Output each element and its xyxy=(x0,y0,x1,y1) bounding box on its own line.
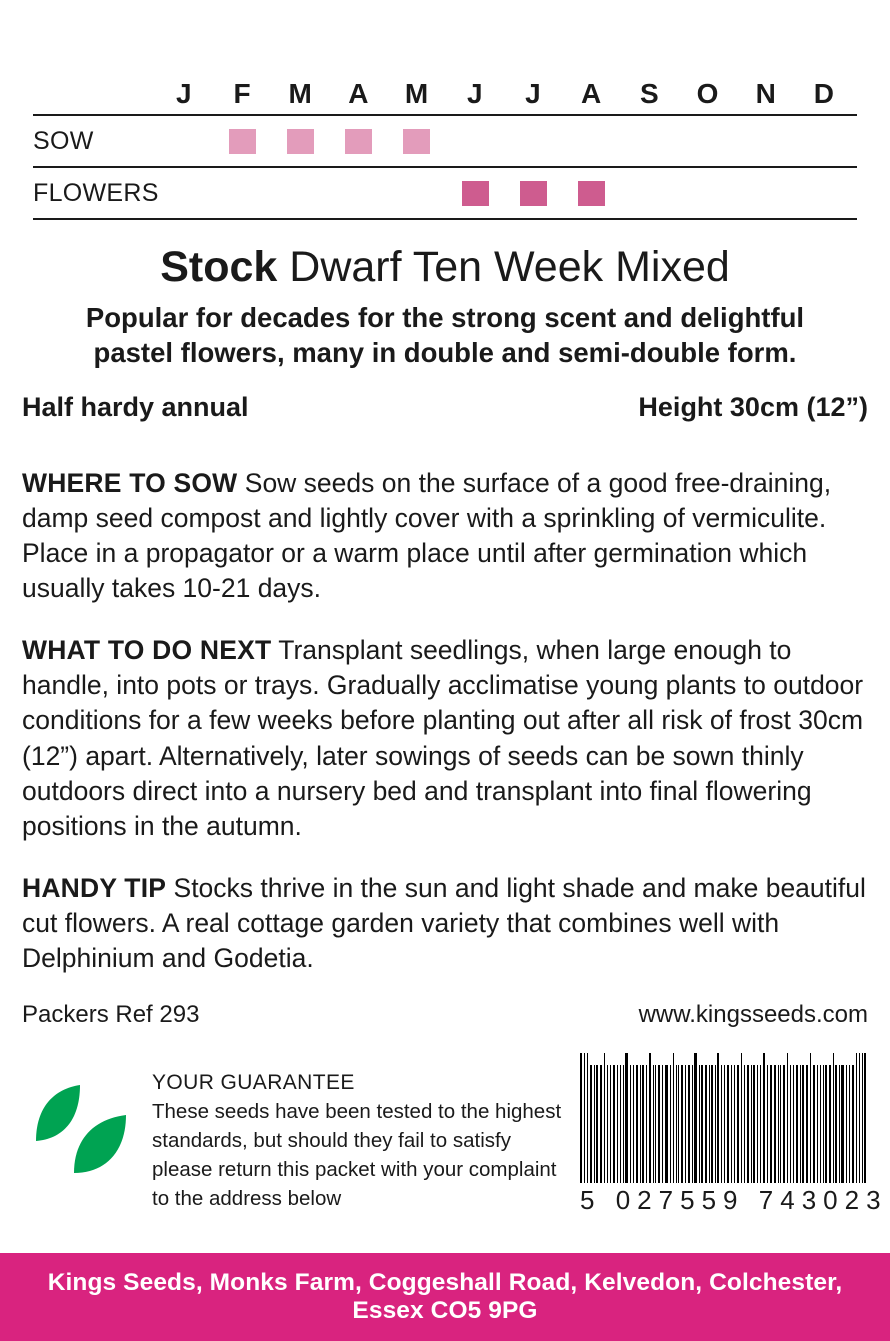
sowing-calendar xyxy=(0,0,890,220)
barcode-bar xyxy=(787,1053,788,1183)
barcode-digit: 0 xyxy=(615,1184,632,1215)
barcode-bar xyxy=(763,1053,765,1183)
calendar-cell xyxy=(795,168,853,218)
barcode-bar xyxy=(839,1065,840,1183)
calendar-month-N: N xyxy=(755,78,777,109)
barcode-bar xyxy=(590,1065,592,1183)
barcode-bar xyxy=(642,1065,643,1183)
calendar-cell xyxy=(737,168,795,218)
barcode-bar xyxy=(594,1065,595,1183)
barcode-bar xyxy=(604,1053,605,1183)
barcode-bar xyxy=(685,1065,686,1183)
barcode-digit: 5 xyxy=(680,1184,696,1215)
barcode-bar xyxy=(584,1053,585,1183)
barcode-bar xyxy=(699,1065,700,1183)
calendar-cell xyxy=(562,116,620,166)
instruction-heading: WHAT TO DO NEXT xyxy=(22,634,272,665)
barcode-bar xyxy=(835,1065,836,1183)
barcode-digit: 2 xyxy=(844,1184,861,1215)
barcode-bar xyxy=(774,1065,775,1183)
barcode-digit: 3 xyxy=(801,1184,818,1215)
calendar-month-O: O xyxy=(696,78,719,109)
calendar-chip xyxy=(403,129,430,154)
barcode-bar xyxy=(717,1053,719,1183)
barcode-bar xyxy=(778,1065,779,1183)
barcode-digit: 9 xyxy=(723,1184,739,1215)
calendar-chip xyxy=(287,129,314,154)
barcode-bar xyxy=(757,1065,758,1183)
barcode-bar xyxy=(640,1065,641,1183)
barcode-bar xyxy=(751,1065,752,1183)
barcode-bar xyxy=(820,1065,821,1183)
barcode-bar xyxy=(701,1065,702,1183)
barcode-bar xyxy=(849,1065,850,1183)
calendar-cell xyxy=(621,116,679,166)
bottom-section xyxy=(0,1029,890,1253)
calendar-chip xyxy=(578,181,605,206)
barcode-bar xyxy=(800,1065,801,1183)
instruction-text: Sow seeds on the surface of a good free-draining, damp seed compost and lightly cover with a sprinkling of vermiculite. Place in a propagator or a warm place until after germination which usually takes 10-21 days. xyxy=(22,467,832,604)
barcode-bar xyxy=(810,1053,811,1183)
barcode-bar xyxy=(802,1065,803,1183)
barcode-bar xyxy=(793,1065,794,1183)
calendar-cell xyxy=(446,168,504,218)
barcode-bar xyxy=(692,1065,693,1183)
barcode-digit: 5 xyxy=(701,1184,718,1215)
calendar-month-J: J xyxy=(525,78,542,109)
calendar-cell xyxy=(621,168,679,218)
barcode-bar xyxy=(665,1065,668,1183)
barcode-bar xyxy=(662,1065,663,1183)
barcode-digit: 7 xyxy=(758,1184,775,1215)
barcode-bar xyxy=(610,1065,611,1183)
calendar-cell xyxy=(679,168,737,218)
barcode-bar xyxy=(737,1065,740,1183)
barcode-digit: 2 xyxy=(637,1184,653,1215)
barcode-bar xyxy=(630,1065,631,1183)
calendar-month-A: A xyxy=(348,78,370,109)
calendar-row-flowers xyxy=(33,166,857,220)
barcode-bar xyxy=(617,1065,618,1183)
calendar-cell xyxy=(795,116,853,166)
calendar-chip xyxy=(520,181,547,206)
barcode-bar xyxy=(620,1065,621,1183)
barcode-bar xyxy=(760,1065,761,1183)
barcode-block xyxy=(568,1047,882,1216)
calendar-cell xyxy=(330,168,388,218)
barcode-bar xyxy=(753,1065,755,1183)
barcode-digit: 7 xyxy=(658,1184,675,1215)
title-block xyxy=(0,244,890,370)
barcode-bar xyxy=(734,1065,735,1183)
barcode-bar xyxy=(636,1065,638,1183)
packers-ref: Packers Ref 293 xyxy=(22,1000,200,1028)
calendar-month-S: S xyxy=(640,78,660,109)
barcode-bar xyxy=(694,1053,697,1183)
calendar-cell xyxy=(388,168,446,218)
barcode-bar xyxy=(767,1065,768,1183)
barcode-digits xyxy=(580,1184,882,1216)
barcode-digit: 4 xyxy=(780,1184,796,1215)
barcode-bar xyxy=(580,1053,582,1183)
barcode-bar xyxy=(673,1053,674,1183)
barcode-bar xyxy=(813,1065,815,1183)
guarantee-text: These seeds have been tested to the highest standards, but should they fail to satisfy please return this packet with your complaint to the address below xyxy=(152,1099,562,1210)
calendar-month-header xyxy=(155,78,857,110)
footer-address: Kings Seeds, Monks Farm, Coggeshall Road, Kelvedon, Colchester, Essex CO5 9PG xyxy=(0,1253,890,1341)
calendar-month-J: J xyxy=(466,78,484,109)
barcode-bar xyxy=(833,1053,834,1183)
calendar-cell xyxy=(737,116,795,166)
leaf-logo xyxy=(22,1047,142,1186)
barcode-bar xyxy=(856,1053,857,1183)
barcode-bar xyxy=(711,1065,712,1183)
barcode-bar xyxy=(724,1065,725,1183)
barcode-digit: 3 xyxy=(866,1184,882,1215)
barcode-digit xyxy=(745,1185,753,1216)
calendar-cell xyxy=(504,116,562,166)
calendar-row-sow xyxy=(33,114,857,166)
barcode-bar xyxy=(600,1065,603,1183)
attribute-height: Height 30cm (12”) xyxy=(638,392,868,423)
calendar-chip xyxy=(229,129,256,154)
calendar-cell xyxy=(388,116,446,166)
attribute-hardiness: Half hardy annual xyxy=(22,392,249,423)
barcode-digit xyxy=(601,1185,609,1216)
barcode-bar xyxy=(852,1065,854,1183)
barcode-bar xyxy=(862,1053,863,1183)
plant-name: Stock xyxy=(160,243,278,291)
barcode-bar xyxy=(587,1053,588,1183)
barcode-bar xyxy=(864,1053,866,1183)
calendar-track-sow xyxy=(155,116,857,166)
calendar-month-F: F xyxy=(233,78,252,109)
calendar-cell xyxy=(330,116,388,166)
growing-instructions xyxy=(0,439,890,991)
plant-variety: Dwarf Ten Week Mixed xyxy=(289,243,730,291)
barcode-bar xyxy=(607,1065,608,1183)
barcode-bar xyxy=(705,1065,707,1183)
barcode-bar xyxy=(859,1053,860,1183)
calendar-row-label-sow: SOW xyxy=(33,126,94,155)
barcode-bar xyxy=(623,1065,624,1183)
calendar-month-A: A xyxy=(581,78,602,109)
calendar-row-label-flowers: FLOWERS xyxy=(33,178,159,207)
barcode-bar xyxy=(747,1065,748,1183)
barcode-bar xyxy=(825,1065,826,1183)
barcode-bar xyxy=(731,1065,732,1183)
instruction-text: Transplant seedlings, when large enough to handle, into pots or trays. Gradually acclimatise young plants to outdoor conditions for a few weeks before planting out after all risk of frost 30cm (12”) apart. Alternatively, later sowings of seeds can be sown thinly outdoors direct into a nursery bed and transplant into final flowering positions in the autumn. xyxy=(22,634,864,842)
calendar-cell xyxy=(504,168,562,218)
barcode-bar xyxy=(846,1065,847,1183)
instruction-text: Stocks thrive in the sun and light shade and make beautiful cut flowers. A real cottage garden variety that combines well with Delphinium and Godetia. xyxy=(22,872,866,974)
guarantee-block xyxy=(142,1047,568,1213)
barcode-bar xyxy=(790,1065,791,1183)
barcode-bar xyxy=(655,1065,656,1183)
calendar-cell xyxy=(562,168,620,218)
barcode-bar xyxy=(727,1065,729,1183)
page-title xyxy=(33,244,857,291)
calendar-month-J: J xyxy=(176,78,193,109)
plant-attributes xyxy=(0,392,890,423)
barcode-bar xyxy=(658,1065,660,1183)
barcode-bar xyxy=(613,1065,615,1183)
website-link[interactable]: www.kingsseeds.com xyxy=(638,1000,868,1028)
barcode-bar xyxy=(715,1065,716,1183)
calendar-chip xyxy=(462,181,489,206)
barcode-bar xyxy=(688,1065,689,1183)
calendar-month-M: M xyxy=(404,78,429,109)
barcode-bar xyxy=(633,1065,634,1183)
instruction-what-to-do-next xyxy=(22,633,868,844)
barcode-bar xyxy=(709,1065,710,1183)
barcode-bar xyxy=(721,1065,722,1183)
calendar-month-M: M xyxy=(288,78,313,109)
barcode-image xyxy=(580,1053,868,1183)
barcode-bar xyxy=(780,1065,781,1183)
calendar-cell xyxy=(271,168,329,218)
calendar-cell xyxy=(679,116,737,166)
barcode-bar xyxy=(646,1065,647,1183)
guarantee-title: YOUR GUARANTEE xyxy=(152,1070,355,1094)
barcode-bar xyxy=(653,1065,654,1183)
calendar-cell xyxy=(155,116,213,166)
barcode-bar xyxy=(596,1065,597,1183)
barcode-bar xyxy=(670,1065,671,1183)
calendar-cell xyxy=(446,116,504,166)
barcode-bar xyxy=(823,1065,824,1183)
barcode-bar xyxy=(649,1053,651,1183)
barcode-bar xyxy=(817,1065,818,1183)
instruction-heading: HANDY TIP xyxy=(22,872,167,903)
calendar-cell xyxy=(155,168,213,218)
calendar-track-flowers xyxy=(155,168,857,218)
barcode-bar xyxy=(744,1065,745,1183)
calendar-cell xyxy=(213,116,271,166)
calendar-chip xyxy=(345,129,372,154)
barcode-bar xyxy=(741,1053,742,1183)
barcode-bar xyxy=(829,1065,831,1183)
barcode-bar xyxy=(770,1065,773,1183)
instruction-heading: WHERE TO SOW xyxy=(22,467,238,498)
plant-subtitle: Popular for decades for the strong scent and delightful pastel flowers, many in double and semi-double form. xyxy=(85,302,805,368)
barcode-bar xyxy=(676,1065,677,1183)
barcode-digit: 0 xyxy=(823,1184,839,1215)
reference-row xyxy=(0,1001,890,1029)
barcode-digit: 5 xyxy=(580,1184,596,1215)
barcode-bar xyxy=(681,1065,683,1183)
calendar-cell xyxy=(213,168,271,218)
barcode-bar xyxy=(841,1065,844,1183)
instruction-handy-tip xyxy=(22,871,868,977)
barcode-bar xyxy=(625,1053,628,1183)
calendar-cell xyxy=(271,116,329,166)
barcode-bar xyxy=(806,1065,809,1183)
barcode-bar xyxy=(783,1065,785,1183)
instruction-where-to-sow xyxy=(22,466,868,607)
calendar-month-D: D xyxy=(813,78,835,109)
barcode-bar xyxy=(796,1065,798,1183)
barcode-bar xyxy=(678,1065,679,1183)
